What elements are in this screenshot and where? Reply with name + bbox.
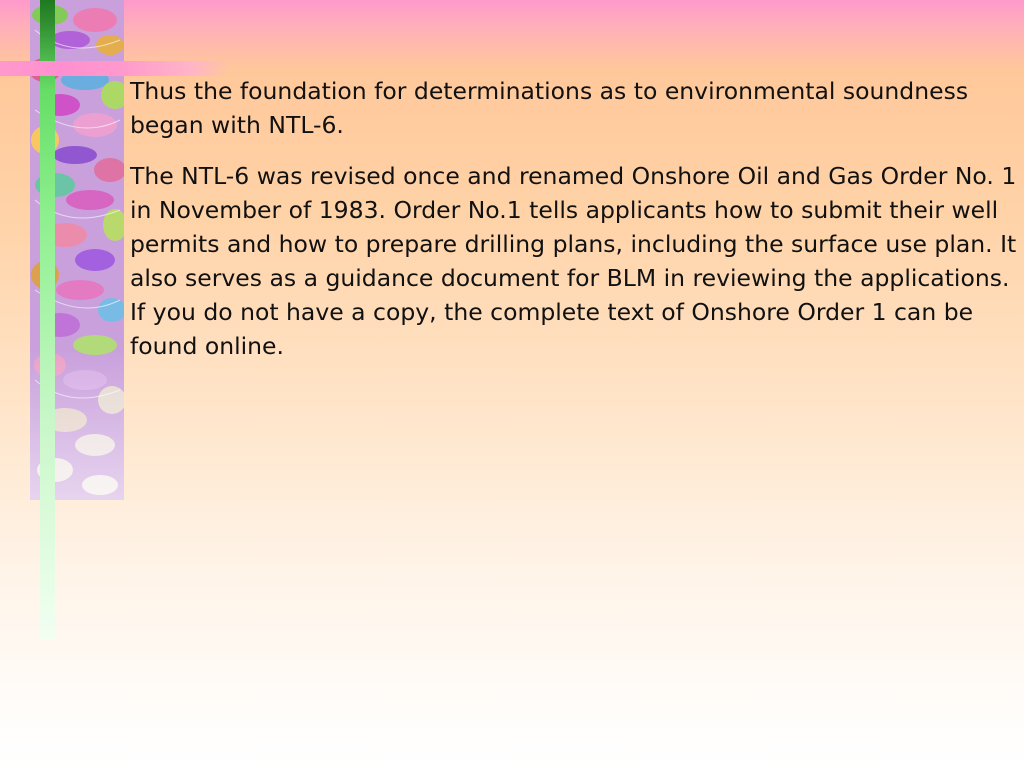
paragraph-order-one: The NTL-6 was revised once and renamed Onshore Oil and Gas Order No. 1 in November of 1983. Order No.1 tells applicants how to submit their well permits and how to prepare drilling plans, including the surface use plan. It also serves as a guidance document for BLM in reviewing the applications. If you do not have a copy, the complete text of Onshore Order 1 can be found online. xyxy=(130,162,1017,360)
slide-body xyxy=(130,74,1018,380)
vertical-accent-bar xyxy=(40,0,55,640)
paragraph-intro: Thus the foundation for determinations as to environmental soundness began with NTL-6. xyxy=(130,77,969,139)
